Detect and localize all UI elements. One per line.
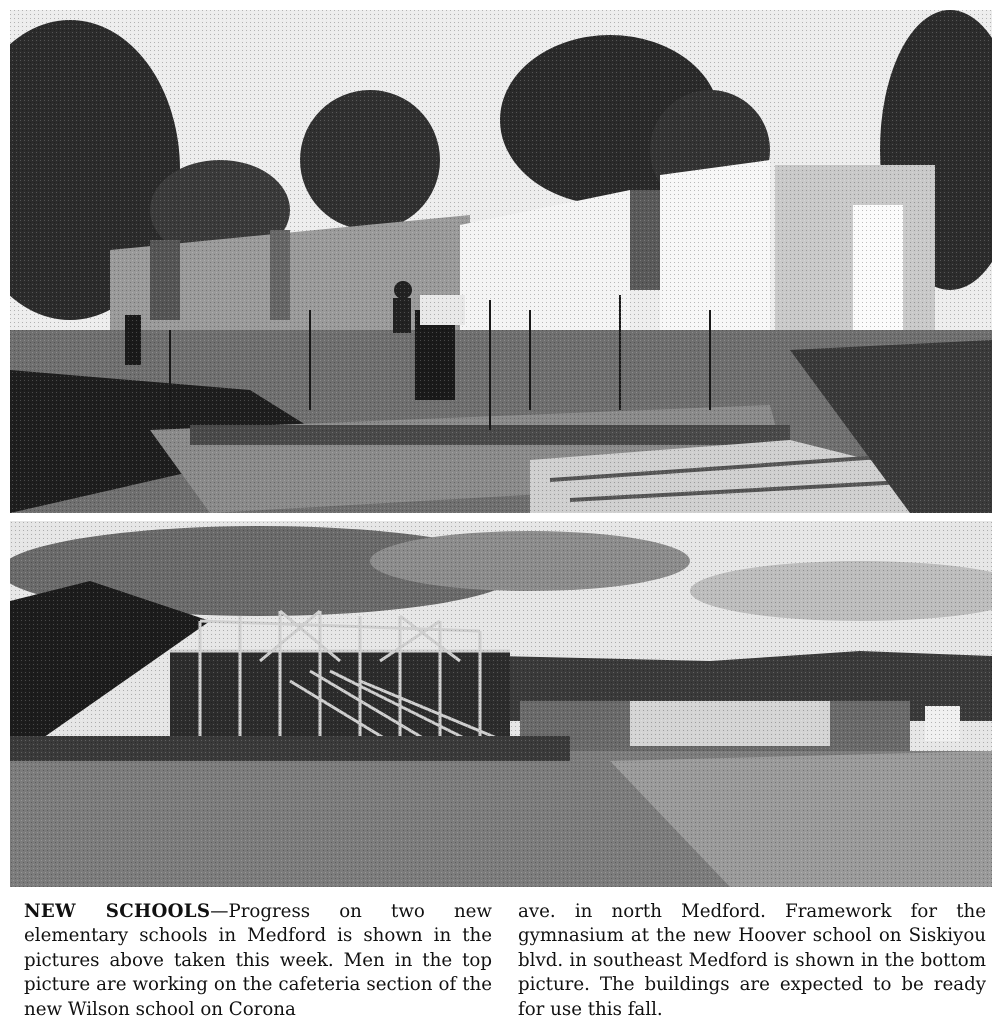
photo-caption xyxy=(24,900,990,1022)
photo-wilson-school-construction xyxy=(10,10,992,513)
caption-column-left xyxy=(24,900,492,1022)
caption-text-part-1: —Progress on two new elementary schools in Medford is shown in the pictures above taken this week. Men in the top picture are working on the cafeteria section of the new Wilson school on Corona xyxy=(24,901,492,1020)
caption-headline: NEW SCHOOLS xyxy=(24,901,211,922)
photo-hoover-school-framework-image xyxy=(10,521,992,887)
caption-text-part-2: ave. in north Medford. Framework for the gymnasium at the new Hoover school on Siskiyou blvd. in southeast Medford is shown in the bottom picture. The buildings are expected to be ready for use this fall. xyxy=(518,901,986,1020)
photo-wilson-school-construction-image xyxy=(10,10,992,513)
photo-hoover-school-framework xyxy=(10,521,992,887)
caption-column-right xyxy=(518,900,986,1022)
